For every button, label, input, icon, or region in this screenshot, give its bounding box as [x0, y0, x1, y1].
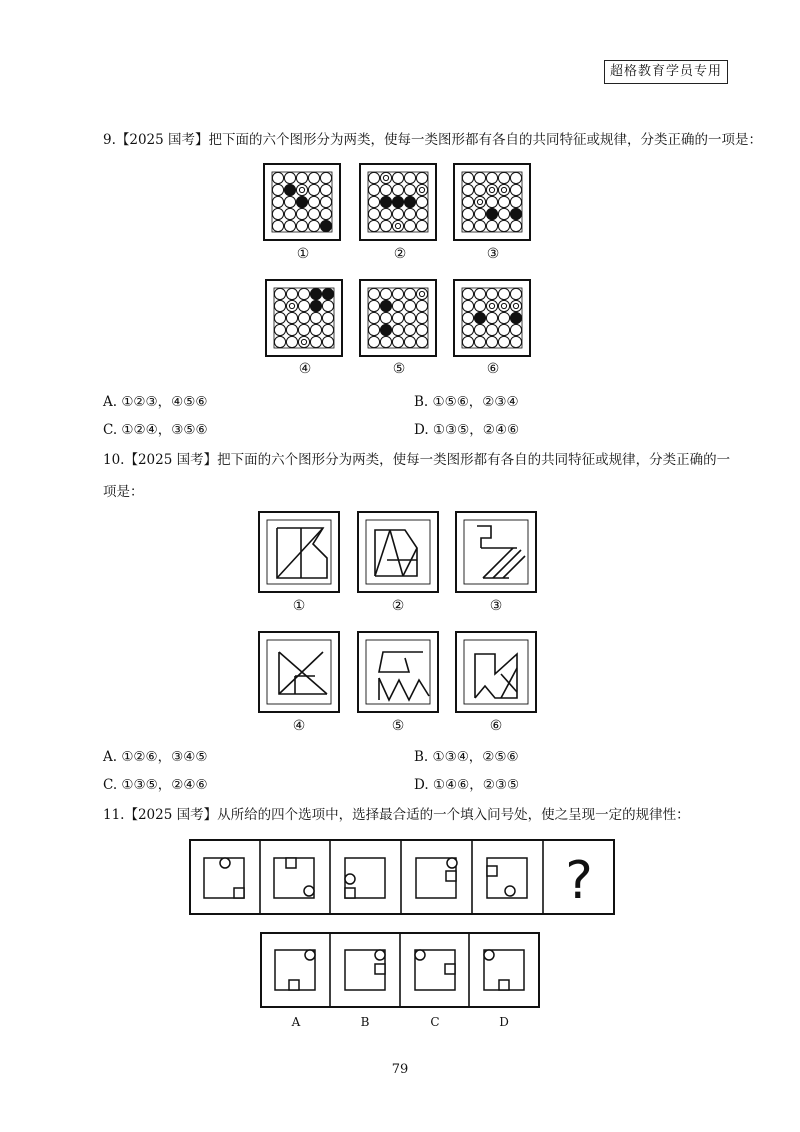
- q9-grid-circle: [368, 220, 379, 231]
- q9-grid-circle: [474, 208, 485, 219]
- q9-grid-circle: [320, 184, 331, 195]
- q9-grid-circle: [416, 220, 427, 231]
- q9-grid-circle: [380, 184, 391, 195]
- q9-label-3: ③: [486, 246, 500, 262]
- q9-grid-circle: [392, 300, 403, 311]
- q9-grid-inner-ring: [501, 187, 506, 192]
- q9-grid-circle: [498, 196, 509, 207]
- q9-grid-circle: [296, 172, 307, 183]
- q9-grid-circle: [308, 208, 319, 219]
- q10-label-3: ③: [489, 598, 503, 614]
- q10-label-5: ⑤: [391, 718, 405, 734]
- q9-option-b[interactable]: B. ①⑤⑥，②③④: [414, 394, 519, 410]
- q9-grid-circle: [380, 196, 391, 207]
- q9-grid-circle: [296, 208, 307, 219]
- q9-grid-circle: [380, 220, 391, 231]
- q9-grid-circle: [486, 172, 497, 183]
- q11-answers[interactable]: [259, 931, 541, 1011]
- q9-grid-inner-ring: [301, 339, 306, 344]
- q9-grid-circle: [498, 288, 509, 299]
- q9-grid-circle: [510, 288, 521, 299]
- q9-grid-circle: [272, 172, 283, 183]
- q9-grid-circle: [284, 184, 295, 195]
- q9-grid-circle: [274, 312, 285, 323]
- q9-grid-circle: [320, 196, 331, 207]
- q9-grid-circle: [486, 336, 497, 347]
- q10-figure-1: [259, 512, 339, 592]
- q11-answer-c-figure[interactable]: [415, 950, 455, 990]
- q9-grid-circle: [286, 324, 297, 335]
- q9-grid-circle: [320, 172, 331, 183]
- q9-grid-circle: [462, 208, 473, 219]
- q10-label-4: ④: [292, 718, 306, 734]
- q9-grid-circle: [510, 220, 521, 231]
- q9-grid-circle: [368, 196, 379, 207]
- q10-option-a[interactable]: A. ①②⑥，③④⑤: [103, 749, 208, 765]
- q9-grid-circle: [404, 172, 415, 183]
- q9-figures: [258, 160, 538, 370]
- q9-grid-circle: [510, 208, 521, 219]
- q9-grid-circle: [272, 208, 283, 219]
- q9-grid-circle: [380, 336, 391, 347]
- q9-grid-circle: [310, 288, 321, 299]
- q9-grid-circle: [272, 184, 283, 195]
- q9-grid-circle: [392, 324, 403, 335]
- q9-grid-circle: [322, 300, 333, 311]
- q9-grid-inner-ring: [419, 291, 424, 296]
- q9-grid-circle: [510, 196, 521, 207]
- q9-grid-circle: [498, 172, 509, 183]
- q11-answer-label-c: C: [430, 1015, 440, 1029]
- q9-grid-circle: [404, 196, 415, 207]
- q9-grid-circle: [510, 324, 521, 335]
- q9-grid-circle: [462, 184, 473, 195]
- q9-grid-circle: [286, 288, 297, 299]
- q9-grid-circle: [380, 312, 391, 323]
- q9-grid-circle: [486, 208, 497, 219]
- q9-grid-circle: [498, 208, 509, 219]
- q9-grid-circle: [298, 312, 309, 323]
- q10-label-2: ②: [391, 598, 405, 614]
- q10-figures: [255, 508, 545, 736]
- q9-grid-circle: [320, 220, 331, 231]
- q10-label-1: ①: [292, 598, 306, 614]
- q9-grid-circle: [298, 324, 309, 335]
- q11-stem: 11.【2025 国考】从所给的四个选项中，选择最合适的一个填入问号处，使之呈现一定的规律性：: [103, 807, 690, 823]
- q10-option-c[interactable]: C. ①③⑤，②④⑥: [103, 777, 208, 793]
- q9-grid-circle: [368, 208, 379, 219]
- q9-grid-circle: [274, 288, 285, 299]
- q9-grid-circle: [474, 172, 485, 183]
- q11-answer-label-d: D: [499, 1015, 509, 1029]
- q9-grid-circle: [462, 336, 473, 347]
- q9-grid-circle: [296, 220, 307, 231]
- q9-grid-circle: [368, 336, 379, 347]
- q9-grid-circle: [380, 208, 391, 219]
- q9-grid-circle: [392, 184, 403, 195]
- q10-figure-4: [259, 632, 339, 712]
- q9-label-4: ④: [298, 361, 312, 377]
- q9-label-1: ①: [296, 246, 310, 262]
- q10-stem-line2: 项是：: [103, 484, 144, 500]
- q11-seq-1: [204, 858, 244, 898]
- q9-grid-circle: [486, 324, 497, 335]
- q9-grid-circle: [284, 208, 295, 219]
- q9-grid-circle: [404, 324, 415, 335]
- q9-grid-circle: [380, 300, 391, 311]
- q9-grid-circle: [380, 324, 391, 335]
- q9-grid-inner-ring: [395, 223, 400, 228]
- q9-grid-circle: [274, 300, 285, 311]
- q9-grid-circle: [368, 288, 379, 299]
- q9-option-a[interactable]: A. ①②③，④⑤⑥: [103, 394, 208, 410]
- q10-label-6: ⑥: [489, 718, 503, 734]
- q9-grid-circle: [486, 196, 497, 207]
- q9-grid-circle: [404, 336, 415, 347]
- q9-grid-circle: [272, 196, 283, 207]
- q9-grid-circle: [286, 312, 297, 323]
- q11-answer-label-b: B: [360, 1015, 370, 1029]
- q9-grid-circle: [474, 324, 485, 335]
- q9-grid-circle: [416, 196, 427, 207]
- q9-grid-circle: [392, 208, 403, 219]
- q9-grid-circle: [474, 288, 485, 299]
- q9-grid-circle: [462, 324, 473, 335]
- q9-label-6: ⑥: [486, 361, 500, 377]
- q11-seq-5: [487, 858, 527, 898]
- q9-grid-inner-ring: [489, 303, 494, 308]
- q9-grid-circle: [322, 288, 333, 299]
- q9-grid-circle: [404, 288, 415, 299]
- q9-grid-inner-ring: [383, 175, 388, 180]
- q9-grid-circle: [392, 288, 403, 299]
- q9-grid-circle: [274, 324, 285, 335]
- q9-grid-circle: [322, 312, 333, 323]
- q9-grid-circle: [498, 312, 509, 323]
- q9-grid-circle: [368, 172, 379, 183]
- header-tag: 超格教育学员专用: [604, 60, 728, 84]
- q9-option-d[interactable]: D. ①③⑤，②④⑥: [414, 422, 520, 438]
- q11-seq-2: [274, 858, 314, 898]
- q9-grid-circle: [308, 184, 319, 195]
- q9-grid-circle: [298, 288, 309, 299]
- q9-grid-circle: [368, 324, 379, 335]
- q11-answer-label-a: A: [291, 1015, 301, 1029]
- q9-grid-circle: [462, 220, 473, 231]
- q9-grid-circle: [392, 312, 403, 323]
- q9-grid-circle: [392, 336, 403, 347]
- q11-sequence: [188, 838, 616, 918]
- q11-seq-4: [416, 858, 457, 898]
- q9-grid-circle: [462, 288, 473, 299]
- q9-grid-circle: [510, 184, 521, 195]
- q9-grid-circle: [320, 208, 331, 219]
- q9-grid-circle: [286, 336, 297, 347]
- q9-grid-circle: [510, 312, 521, 323]
- q9-grid-circle: [474, 184, 485, 195]
- q9-stem: 9.【2025 国考】把下面的六个图形分为两类，使每一类图形都有各自的共同特征或规律，分类正确的一项是：: [103, 132, 763, 148]
- q9-grid-inner-ring: [477, 199, 482, 204]
- q9-grid-circle: [416, 300, 427, 311]
- q10-stem-line1: 10.【2025 国考】把下面的六个图形分为两类，使每一类图形都有各自的共同特征或规律，分类正确的一: [103, 452, 731, 468]
- q10-option-b[interactable]: B. ①③④，②⑤⑥: [414, 749, 519, 765]
- q9-grid-circle: [498, 324, 509, 335]
- q9-grid-circle: [404, 208, 415, 219]
- q9-grid-circle: [368, 312, 379, 323]
- q9-label-2: ②: [393, 246, 407, 262]
- q9-grid-circle: [284, 220, 295, 231]
- q9-grid-circle: [416, 336, 427, 347]
- q9-grid-circle: [310, 312, 321, 323]
- q9-grid-circle: [322, 336, 333, 347]
- q11-answer-a-figure[interactable]: [275, 950, 315, 990]
- q9-grid-circle: [308, 196, 319, 207]
- q10-figure-6: [456, 632, 536, 712]
- q9-grid-circle: [392, 172, 403, 183]
- q9-grid-circle: [474, 312, 485, 323]
- q9-grid-circle: [272, 220, 283, 231]
- q9-grid-circle: [296, 196, 307, 207]
- q9-grid-circle: [368, 184, 379, 195]
- q9-grid-inner-ring: [299, 187, 304, 192]
- q9-grid-circle: [380, 288, 391, 299]
- q9-grid-circle: [392, 196, 403, 207]
- q9-grid-circle: [310, 300, 321, 311]
- q9-grid-circle: [416, 324, 427, 335]
- q9-grid-circle: [498, 220, 509, 231]
- q9-grid-circle: [462, 300, 473, 311]
- q9-grid-circle: [474, 336, 485, 347]
- q9-grid-circle: [462, 196, 473, 207]
- q9-grid-circle: [298, 300, 309, 311]
- q9-grid-inner-ring: [419, 187, 424, 192]
- q9-grid-circle: [284, 172, 295, 183]
- q9-grid-circle: [284, 196, 295, 207]
- q9-grid-circle: [404, 184, 415, 195]
- q9-grid-inner-ring: [501, 303, 506, 308]
- q9-grid-circle: [416, 312, 427, 323]
- q9-grid-circle: [368, 300, 379, 311]
- q10-figure-3: [456, 512, 536, 592]
- q9-label-5: ⑤: [392, 361, 406, 377]
- q9-grid-circle: [486, 312, 497, 323]
- q9-grid-circle: [498, 336, 509, 347]
- q9-grid-circle: [274, 336, 285, 347]
- q9-grid-circle: [510, 336, 521, 347]
- q9-grid-circle: [404, 312, 415, 323]
- q9-grid-circle: [404, 300, 415, 311]
- q9-grid-circle: [416, 172, 427, 183]
- q9-grid-circle: [308, 220, 319, 231]
- q10-figure-5: [358, 632, 438, 712]
- q9-grid-circle: [310, 324, 321, 335]
- q9-grid-circle: [474, 300, 485, 311]
- q11-question-mark: ?: [565, 851, 593, 911]
- q11-answer-d-figure[interactable]: [484, 950, 524, 990]
- q9-option-c[interactable]: C. ①②④，③⑤⑥: [103, 422, 208, 438]
- q10-figure-2: [358, 512, 438, 592]
- q9-grid-circle: [310, 336, 321, 347]
- q9-grid-circle: [462, 312, 473, 323]
- page-number: 79: [391, 1062, 409, 1077]
- q9-grid-circle: [486, 288, 497, 299]
- q9-grid-circle: [486, 220, 497, 231]
- q9-grid-circle: [322, 324, 333, 335]
- q9-grid-inner-ring: [513, 303, 518, 308]
- q9-grid-circle: [404, 220, 415, 231]
- q9-grid-circle: [474, 220, 485, 231]
- q9-grid-circle: [308, 172, 319, 183]
- q10-option-d[interactable]: D. ①④⑥，②③⑤: [414, 777, 520, 793]
- q9-grid-inner-ring: [289, 303, 294, 308]
- q9-grid-circle: [462, 172, 473, 183]
- q9-grid-circle: [510, 172, 521, 183]
- q9-grid-circle: [416, 208, 427, 219]
- q11-answer-b-figure[interactable]: [345, 950, 385, 990]
- q11-seq-3: [345, 858, 385, 898]
- q9-grid-inner-ring: [489, 187, 494, 192]
